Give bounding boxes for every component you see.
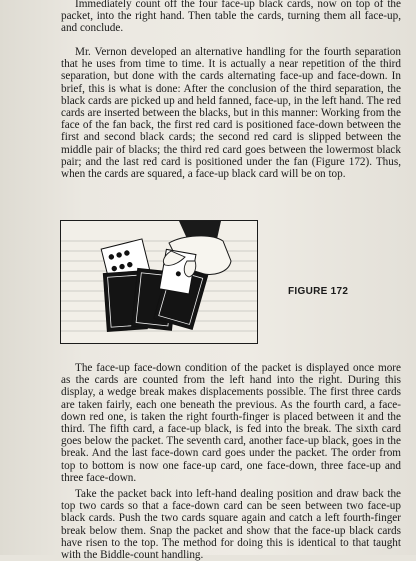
paragraph-2-text: Mr. Vernon developed an alternative handling for the fourth separation that he uses from time to time. It is actually a near repetition of the third separation, but done with the cards alternating face-up and face-down. In brief, this is what is done: After the conclusion of the third separation, the black cards are picked up and held fanned, face-up, in the left hand. The red cards are inserted between the blacks, but in this manner: Working from the face of the fan back, the first red card is positioned face-down between the first and second black cards; the second red card is slipped between the middle pair of blacks; the third red card goes between the lowermost black pair; and the last red card is positioned under the fan (Figure 172). Thus, when the cards are squared, a face-up black card will be on top. (61, 46, 401, 181)
paragraph-3-text: The face-up face-down condition of the packet is displayed once more as the cards are counted from the left hand into the right. During this display, a wedge break makes displacements possible. The first three cards are taken fairly, each one beneath the previous. As the fourth card, a face-down red one, is taken the right fourth-finger is placed between it and the third. The fifth card, a face-up black, is fed into the break. The sixth card goes below the packet. The seventh card, another face-up black, goes in the break. And the last face-down card goes under the packet. The order from top to bottom is now one face-up card, one face-down, three face-up and three face-down. (61, 362, 401, 484)
paragraph-4-text: Take the packet back into left-hand dealing position and draw back the top two cards so that a face-down card can be seen between two face-up black cards. Push the two cards square again and catch a left fourth-finger break below them. Snap the packet and show that the face-up black cards have risen to the top. The method for doing this is identical to that taught with the Biddle-count handling. (61, 488, 401, 561)
paragraph-3 (61, 362, 401, 484)
paragraph-2 (61, 46, 401, 180)
figure-172-illustration (60, 220, 258, 344)
paragraph-1 (61, 0, 401, 35)
paragraph-1-text: Immediately count off the four face-up black cards, now on top of the packet, into the right hand. Then table the cards, turning them all face-up, and conclude. (61, 0, 401, 35)
paragraph-4 (61, 488, 401, 561)
hand-holding-cards-illustration (61, 221, 257, 343)
figure-caption: FIGURE 172 (288, 286, 349, 297)
